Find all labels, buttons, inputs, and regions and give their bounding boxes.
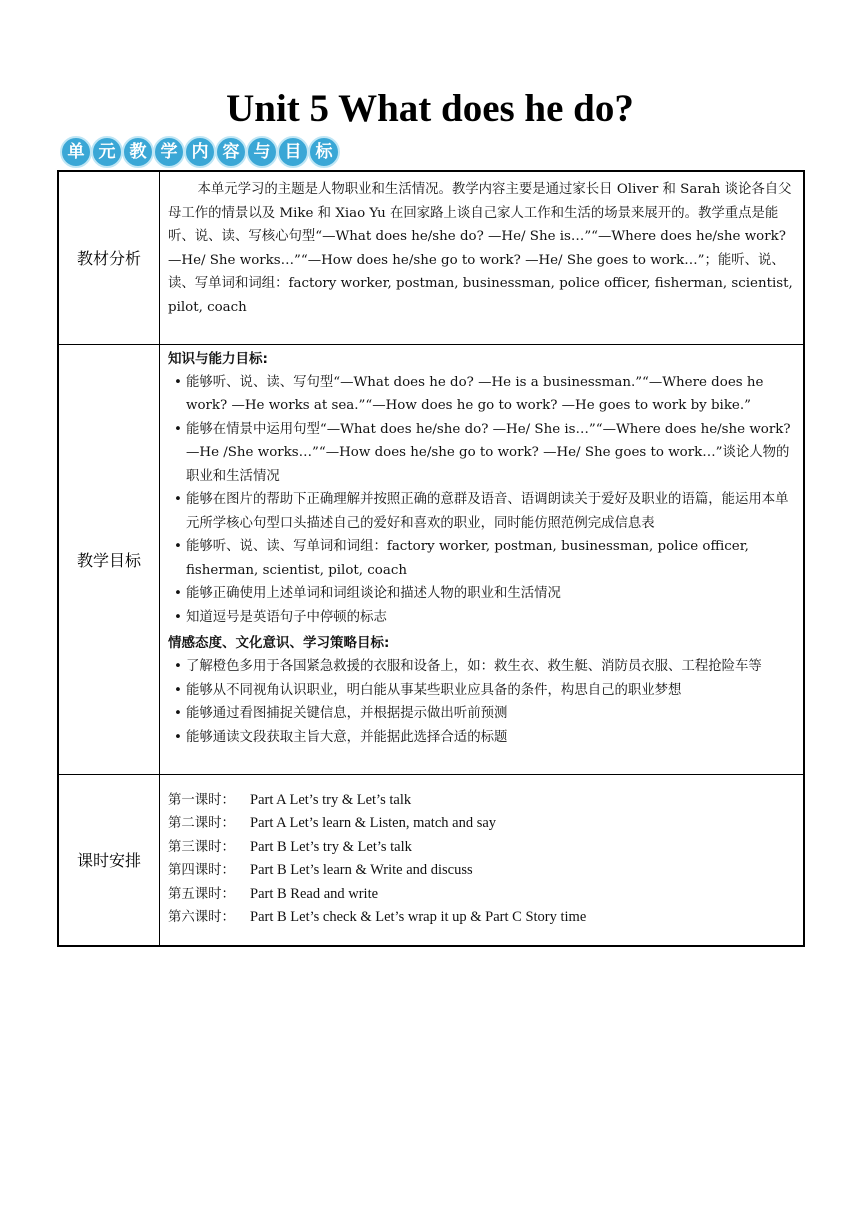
row-analysis: [58, 171, 804, 344]
knowledge-goals-heading: 知识与能力目标:: [168, 350, 268, 367]
lesson-content: Part B Let’s learn & Write and discuss: [250, 862, 473, 878]
lesson-number: 第六课时：: [168, 910, 235, 925]
goals-cell: [160, 344, 805, 774]
banner-char: 目: [277, 136, 309, 168]
row-label-analysis: 教材分析: [58, 171, 160, 344]
lesson-content: Part B Read and write: [250, 885, 379, 902]
schedule-cell: [160, 774, 805, 946]
analysis-cell: [160, 171, 805, 344]
schedule-item: [168, 836, 797, 860]
schedule-item: [168, 859, 797, 883]
row-schedule: [58, 774, 804, 946]
lesson-number: 第一课时：: [168, 792, 235, 808]
row-label-schedule: 课时安排: [58, 774, 160, 946]
banner-char: 学: [153, 136, 185, 168]
lesson-number: 第五课时：: [168, 886, 235, 902]
goal-item: • 知道逗号是英语句子中停顿的标志: [168, 606, 797, 630]
row-label-goals: 教学目标: [58, 344, 160, 774]
lesson-number: 第三课时：: [168, 839, 235, 855]
goal-item: • 能够通读文段获取主旨大意，并能据此选择合适的标题: [168, 726, 797, 750]
banner-char: 教: [122, 136, 154, 168]
banner-char: 元: [91, 136, 123, 168]
schedule-item: [168, 812, 797, 836]
goal-item: • 能够从不同视角认识职业，明白能从事某些职业应具备的条件，构思自己的职业梦想: [168, 679, 797, 703]
goal-item: • 能够正确使用上述单词和词组谈论和描述人物的职业和生活情况: [168, 582, 797, 606]
page-title: Unit 5 What does he do?: [226, 87, 634, 130]
schedule-item: [168, 789, 797, 813]
goal-item: • 能够在图片的帮助下正确理解并按照正确的意群及语音、语调朗读关于爱好及职业的语篇，能运用本单元所学核心句型口头描述自己的爱好和喜欢的职业，同时能仿照范例完成信息表: [168, 488, 797, 535]
lesson-content: Part A Let’s try & Let’s talk: [250, 791, 412, 808]
banner-char: 与: [246, 136, 278, 168]
section-banner: [60, 136, 339, 166]
row-goals: [58, 344, 804, 774]
banner-char: 标: [308, 136, 340, 168]
lesson-content: Part B Let’s check & Let’s wrap it up & Part C Story time: [250, 909, 587, 925]
attitude-goals-heading: 情感态度、文化意识、学习策略目标:: [168, 635, 390, 651]
schedule-item: [168, 906, 797, 930]
banner-char: 内: [184, 136, 216, 168]
banner-char: 容: [215, 136, 247, 168]
schedule-item: [168, 883, 797, 907]
unit-plan-table: [57, 170, 805, 947]
analysis-text: 本单元学习的主题是人物职业和生活情况。教学内容主要是通过家长日 Oliver 和 Sarah 谈论各自父母工作的情景以及 Mike 和 Xiao Yu 在回家路上谈自己家人工作和生活的场景来展开的。教学重点是能听、说、读、写核心句型“—What does he/she do? —He/ She is…”“—Where does he/she work? —He/ She works…”“—How does he/she go to work? —He/ She goes to work…”；能听、说、读、写单词和词组：factory worker, postman, businessman, police officer, fisherman, scientist, pilot, coach: [168, 182, 793, 315]
goal-item: • 能够通过看图捕捉关键信息，并根据提示做出听前预测: [168, 702, 797, 726]
lesson-content: Part B Let’s try & Let’s talk: [250, 838, 412, 855]
goal-item: • 能够听、说、读、写句型“—What does he do? —He is a businessman.”“—Where does he work? —He works at sea.”“—How does he go to work? —He goes to work by bike.”: [168, 371, 797, 418]
banner-char: 单: [60, 136, 92, 168]
goal-item: • 能够在情景中运用句型“—What does he/she do? —He/ She is…”“—Where does he/she work? —He /She works…”“—How does he/she go to work? —He/ She goes to work…”谈论人物的职业和生活情况: [168, 418, 797, 489]
lesson-content: Part A Let’s learn & Listen, match and say: [250, 815, 497, 831]
lesson-number: 第二课时：: [168, 816, 235, 831]
goal-item: • 了解橙色多用于各国紧急救援的衣服和设备上，如：救生衣、救生艇、消防员衣服、工程抢险车等: [168, 655, 797, 679]
goal-item: • 能够听、说、读、写单词和词组：factory worker, postman, businessman, police officer, fisherman, scientist, pilot, coach: [168, 535, 797, 582]
lesson-number: 第四课时：: [168, 863, 235, 878]
